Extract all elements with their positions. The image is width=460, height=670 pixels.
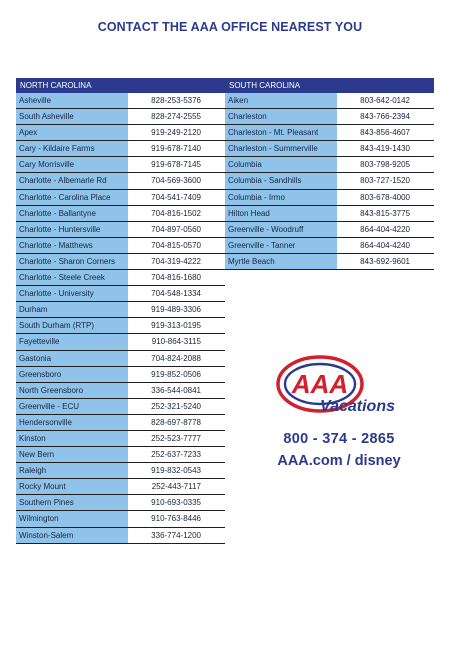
sc-office-row [225,190,434,206]
north-carolina-table [16,78,225,544]
office-phone[interactable]: 803-727-1520 [337,173,434,188]
office-city: Charlotte - Ballantyne [16,206,128,221]
office-city: Rocky Mount [16,479,128,494]
office-phone[interactable]: 252-637-7233 [128,447,225,462]
office-phone[interactable]: 919-678-7145 [128,157,225,172]
office-city: North Greensboro [16,383,128,398]
office-phone[interactable]: 252-321-5240 [128,399,225,414]
nc-office-row [16,173,225,189]
office-city: Charlotte - Huntersville [16,222,128,237]
sc-office-row [225,173,434,189]
nc-office-row [16,447,225,463]
office-phone[interactable]: 704-824-2088 [128,351,225,366]
office-phone[interactable]: 803-678-4000 [337,190,434,205]
office-phone[interactable]: 803-798-9205 [337,157,434,172]
office-phone[interactable]: 704-569-3600 [128,173,225,188]
office-phone[interactable]: 864-404-4240 [337,238,434,253]
office-city: Cary Morrisville [16,157,128,172]
office-city: South Durham (RTP) [16,318,128,333]
office-phone[interactable]: 704-319-4222 [128,254,225,269]
office-phone[interactable]: 864-404-4220 [337,222,434,237]
nc-office-row [16,383,225,399]
page-title: CONTACT THE AAA OFFICE NEAREST YOU [97,20,363,34]
sc-office-row [225,109,434,125]
office-city: Durham [16,302,128,317]
office-phone[interactable]: 843-766-2394 [337,109,434,124]
office-city: Kinston [16,431,128,446]
office-phone[interactable]: 919-313-0195 [128,318,225,333]
office-city: Columbia [225,157,337,172]
office-city: Columbia - Sandhills [225,173,337,188]
sc-office-row [225,93,434,109]
office-city: Apex [16,125,128,140]
office-phone[interactable]: 252-443-7117 [128,479,225,494]
nc-office-row [16,206,225,222]
nc-office-row [16,463,225,479]
nc-office-row [16,479,225,495]
office-city: Charlotte - Matthews [16,238,128,253]
office-city: Aiken [225,93,337,108]
nc-office-row [16,334,225,350]
nc-office-row [16,109,225,125]
office-phone[interactable]: 252-523-7777 [128,431,225,446]
sc-office-row [225,206,434,222]
office-phone[interactable]: 843-856-4607 [337,125,434,140]
office-city: Asheville [16,93,128,108]
sc-office-row [225,222,434,238]
office-city: Charleston [225,109,337,124]
office-phone[interactable]: 704-816-1680 [128,270,225,285]
office-city: Greenville - Woodruff [225,222,337,237]
nc-office-row [16,415,225,431]
office-city: Charleston - Mt. Pleasant [225,125,337,140]
aaa-logo-text: AAA [291,369,349,399]
nc-office-row [16,495,225,511]
office-city: Hendersonville [16,415,128,430]
office-phone[interactable]: 704-815-0570 [128,238,225,253]
office-phone[interactable]: 828-253-5376 [128,93,225,108]
nc-office-row [16,270,225,286]
office-phone[interactable]: 704-897-0560 [128,222,225,237]
nc-office-row [16,254,225,270]
nc-office-row [16,190,225,206]
office-city: Charlotte - University [16,286,128,301]
office-phone[interactable]: 336-774-1200 [128,528,225,543]
promo-phone[interactable]: 800 - 374 - 2865 [283,431,395,447]
office-city: Charlotte - Steele Creek [16,270,128,285]
office-city: Charlotte - Carolina Place [16,190,128,205]
office-phone[interactable]: 336-544-0841 [128,383,225,398]
office-city: Greenville - Tanner [225,238,337,253]
office-city: Gastonia [16,351,128,366]
office-city: Charlotte - Albemarle Rd [16,173,128,188]
office-phone[interactable]: 919-678-7140 [128,141,225,156]
office-phone[interactable]: 919-832-0543 [128,463,225,478]
office-city: South Asheville [16,109,128,124]
sc-office-row [225,141,434,157]
office-phone[interactable]: 919-489-3306 [128,302,225,317]
office-phone[interactable]: 919-852-0506 [128,367,225,382]
nc-office-row [16,367,225,383]
office-phone[interactable]: 704-816-1502 [128,206,225,221]
office-phone[interactable]: 843-419-1430 [337,141,434,156]
office-city: Fayetteville [16,334,128,349]
sc-office-row [225,254,434,270]
nc-office-row [16,93,225,109]
office-city: Charleston - Summerville [225,141,337,156]
promo-website[interactable]: AAA.com / disney [277,453,401,469]
nc-office-row [16,125,225,141]
office-city: Charlotte - Sharon Corners [16,254,128,269]
nc-office-row [16,511,225,527]
nc-office-row [16,431,225,447]
nc-office-row [16,286,225,302]
nc-office-row [16,157,225,173]
nc-office-row [16,141,225,157]
office-city: Greenville - ECU [16,399,128,414]
sc-office-row [225,238,434,254]
south-carolina-heading: SOUTH CAROLINA [225,78,434,93]
office-phone[interactable]: 910-864-3115 [128,334,225,349]
office-phone[interactable]: 843-692-9601 [337,254,434,269]
nc-office-row [16,222,225,238]
office-phone[interactable]: 704-548-1334 [128,286,225,301]
office-phone[interactable]: 803-642-0142 [337,93,434,108]
office-phone[interactable]: 828-274-2555 [128,109,225,124]
office-city: Greensboro [16,367,128,382]
nc-office-row [16,528,225,544]
north-carolina-heading: NORTH CAROLINA [16,78,225,93]
office-city: Winston-Salem [16,528,128,543]
south-carolina-table [225,78,434,270]
office-phone[interactable]: 704-541-7409 [128,190,225,205]
office-phone[interactable]: 843-815-3775 [337,206,434,221]
office-city: New Bern [16,447,128,462]
office-city: Cary - Kildaire Farms [16,141,128,156]
nc-office-row [16,318,225,334]
nc-office-row [16,351,225,367]
office-phone[interactable]: 919-249-2120 [128,125,225,140]
office-city: Wilmington [16,511,128,526]
nc-office-row [16,238,225,254]
sc-office-row [225,125,434,141]
office-phone[interactable]: 910-693-0335 [128,495,225,510]
office-city: Southern Pines [16,495,128,510]
nc-office-row [16,399,225,415]
vacations-wordmark: Vacations [320,398,395,415]
nc-office-row [16,302,225,318]
sc-office-row [225,157,434,173]
office-city: Myrtle Beach [225,254,337,269]
office-city: Hilton Head [225,206,337,221]
office-phone[interactable]: 910-763-8446 [128,511,225,526]
office-phone[interactable]: 828-697-8778 [128,415,225,430]
office-city: Columbia - Irmo [225,190,337,205]
office-city: Raleigh [16,463,128,478]
